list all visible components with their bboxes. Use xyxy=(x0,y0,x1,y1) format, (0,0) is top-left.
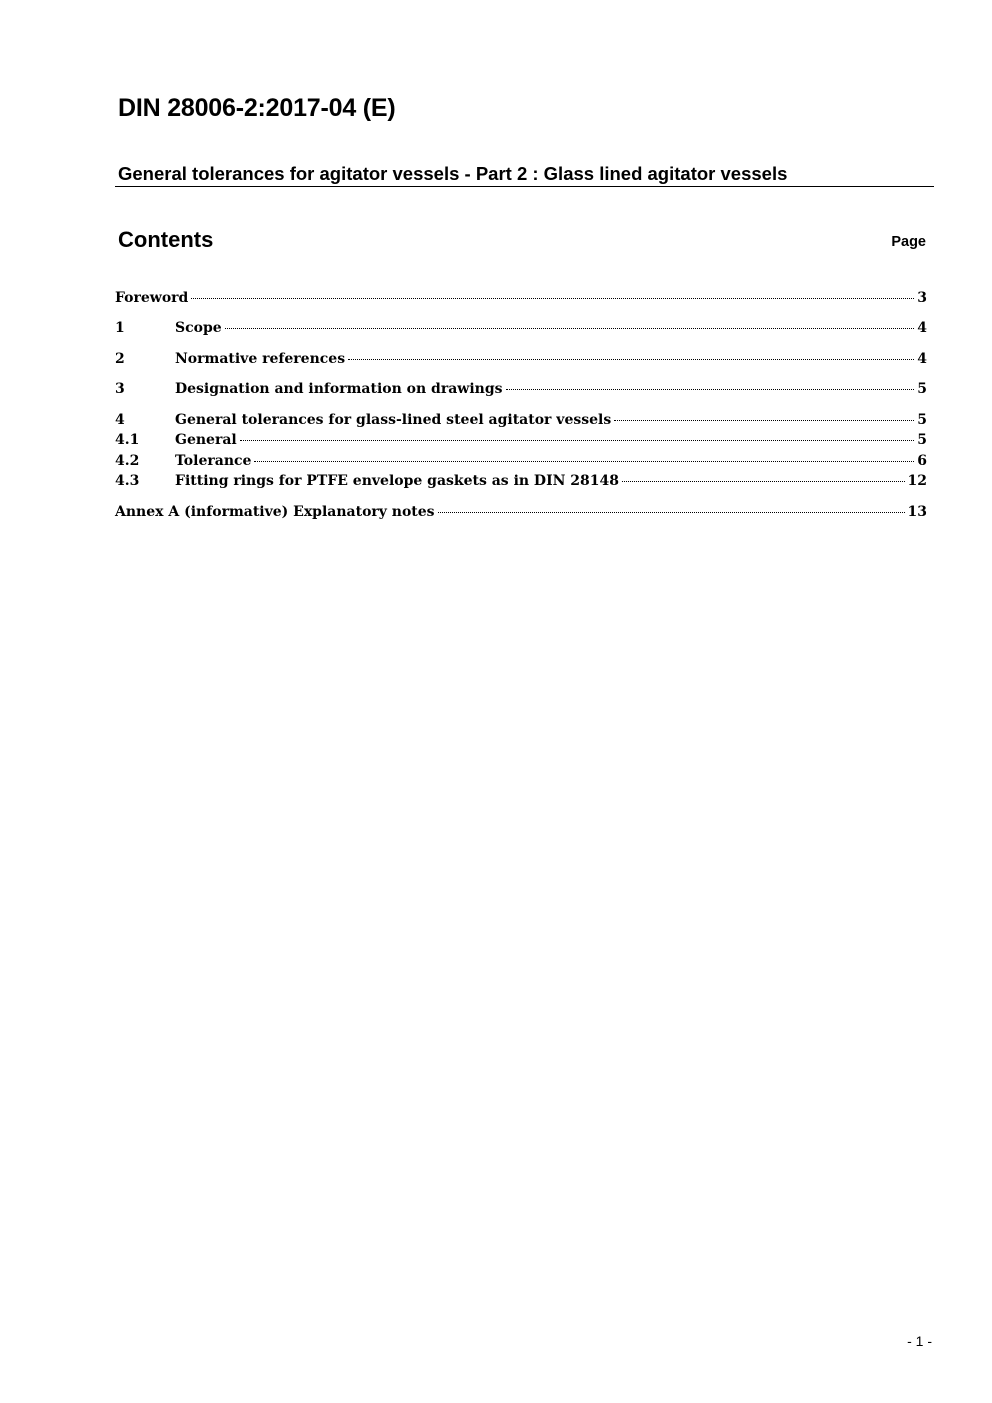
toc-leader xyxy=(348,359,914,360)
toc-entry-tolerance[interactable] xyxy=(115,452,927,470)
toc-entry-page: 3 xyxy=(917,290,927,306)
toc-entry-foreword[interactable] xyxy=(115,289,927,307)
toc-entry-page: 12 xyxy=(907,473,927,489)
document-subtitle: General tolerances for agitator vessels - Part 2 : Glass lined agitator vessels xyxy=(118,163,788,184)
page-column-heading: Page xyxy=(891,234,926,250)
footer-page-number: - 1 - xyxy=(907,1333,932,1349)
toc-leader xyxy=(438,512,905,513)
document-id: DIN 28006-2:2017-04 (E) xyxy=(118,94,396,122)
toc-entry-general-tolerances[interactable] xyxy=(115,411,927,429)
subtitle-rule xyxy=(115,186,934,187)
toc-entry-title: Normative references xyxy=(175,351,346,367)
toc-entry-page: 5 xyxy=(917,412,927,428)
toc-entry-fitting-rings[interactable] xyxy=(115,472,927,490)
toc-entry-title: Fitting rings for PTFE envelope gaskets as in DIN 28148 xyxy=(175,473,620,489)
toc-entry-title: Annex A (informative) Explanatory notes xyxy=(115,504,435,520)
toc-entry-page: 4 xyxy=(917,320,927,336)
toc-entry-number: 2 xyxy=(115,351,125,367)
toc-entry-title: General xyxy=(175,432,237,448)
toc-entry-normative-references[interactable] xyxy=(115,350,927,368)
toc-entry-number: 4.2 xyxy=(115,453,140,469)
toc-entry-title: Scope xyxy=(175,320,222,336)
toc-entry-annex-a[interactable] xyxy=(115,503,927,521)
toc-leader xyxy=(225,328,915,329)
contents-heading: Contents xyxy=(118,227,214,252)
toc-entry-page: 5 xyxy=(917,381,927,397)
toc-leader xyxy=(254,461,914,462)
toc-entry-page: 4 xyxy=(917,351,927,367)
toc-leader xyxy=(506,389,915,390)
toc-entry-title: Foreword xyxy=(115,290,189,306)
toc-entry-designation[interactable] xyxy=(115,380,927,398)
toc-entry-page: 5 xyxy=(917,432,927,448)
toc-entry-number: 3 xyxy=(115,381,125,397)
toc-entry-general[interactable] xyxy=(115,431,927,449)
toc-entry-number: 1 xyxy=(115,320,125,336)
toc-entry-number: 4 xyxy=(115,412,125,428)
toc-entry-title: General tolerances for glass-lined steel agitator vessels xyxy=(175,412,612,428)
toc-entry-page: 13 xyxy=(907,504,927,520)
toc-leader xyxy=(191,298,914,299)
toc-entry-title: Tolerance xyxy=(175,453,252,469)
toc-entry-page: 6 xyxy=(917,453,927,469)
toc-entry-number: 4.3 xyxy=(115,473,140,489)
toc-entry-scope[interactable] xyxy=(115,319,927,337)
toc-leader xyxy=(614,420,914,421)
toc-entry-title: Designation and information on drawings xyxy=(175,381,503,397)
toc-leader xyxy=(622,481,905,482)
toc-leader xyxy=(240,440,915,441)
toc-entry-number: 4.1 xyxy=(115,432,140,448)
